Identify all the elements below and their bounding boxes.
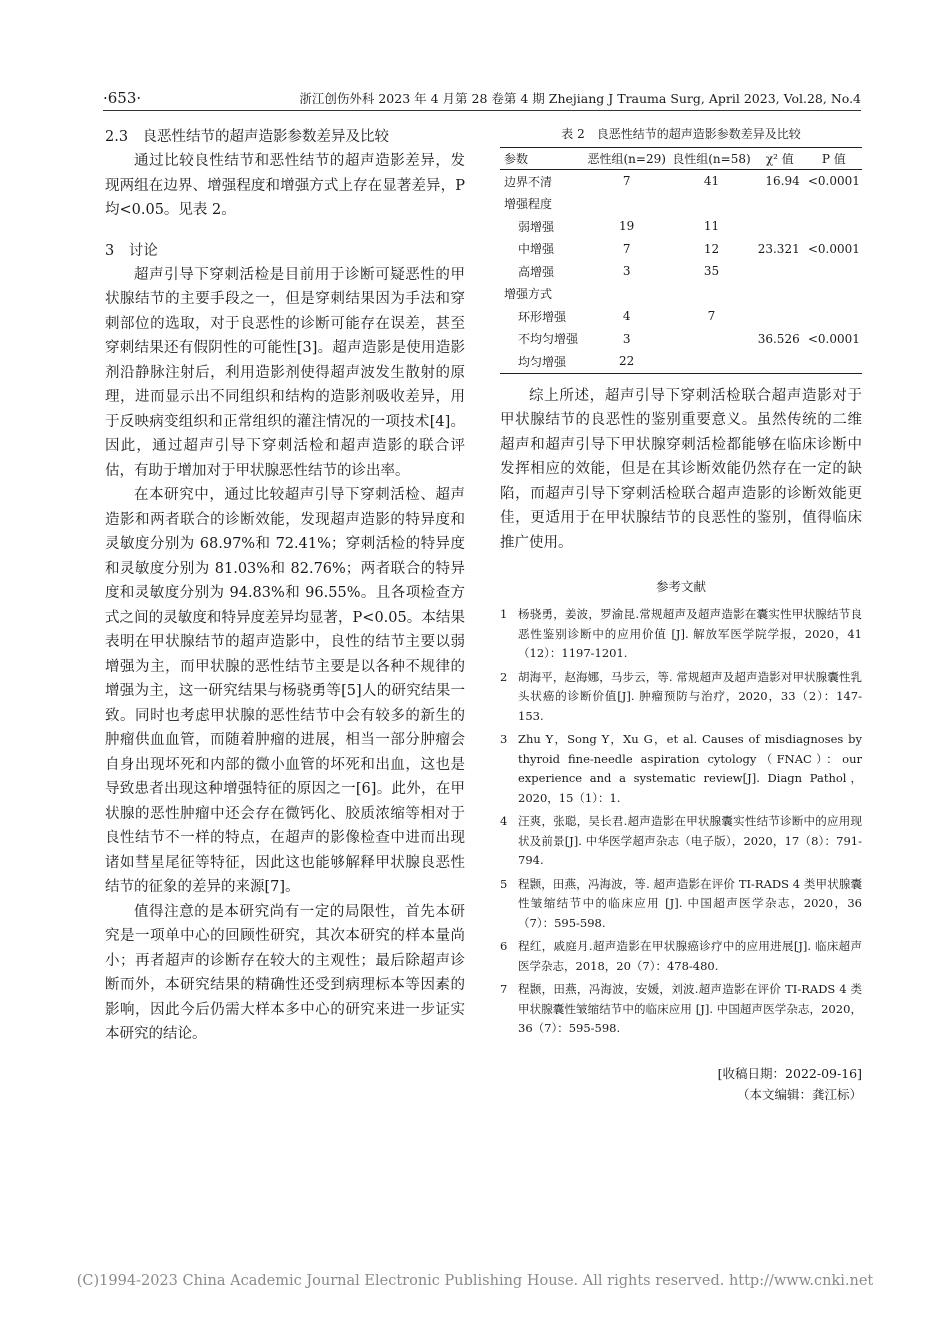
cell-malignant: 22	[584, 350, 669, 373]
cell-parameter: 边界不清	[504, 174, 553, 189]
right-column	[500, 125, 862, 1105]
table-2	[500, 147, 862, 374]
header-benign: 良性组(n=58)	[669, 148, 754, 170]
cell-chi-square	[754, 305, 806, 328]
cell-malignant: 3	[622, 264, 631, 279]
conclusion-paragraph: 综上所述，超声引导下穿刺活检联合超声造影对于甲状腺结节的良恶性的鉴别重要意义。虽然传统的二维超声和超声引导下甲状腺穿刺活检都能够在临床诊断中发挥相应的效能，但是在其诊断效能仍然存在一定的缺陷，而超声引导下穿刺活检联合超声造影的诊断效能更佳，更适用于在甲状腺结节的良恶性的鉴别，值得临床推广使用。	[500, 387, 862, 551]
editor-note: （本文编辑：龚江标）	[736, 1086, 862, 1102]
reference-item	[500, 980, 862, 1039]
reference-text: 程红，戚庭月.超声造影在甲状腺癌诊疗中的应用进展[J]. 临床超声医学杂志，2018，20（7）：478-480.	[518, 939, 862, 973]
header-parameter: 参数	[500, 148, 584, 170]
reference-item	[500, 605, 862, 664]
section-2-3-title: 2.3 良恶性结节的超声造影参数差异及比较	[105, 129, 390, 145]
discussion-paragraph-2: 在本研究中，通过比较超声引导下穿刺活检、超声造影和两者联合的诊断效能，发现超声造影的特异度和灵敏度分别为 68.97%和 72.41%；穿刺活检的特异度和灵敏度分别为 81.03%和 82.76%；两者联合的特异度和灵敏度分别为 94.83%和 96.55%。且各项检查方式之间的灵敏度和特异度差异均显著，P<0.05。本结果表明在甲状腺结节的超声造影中，良性的结节主要以弱增强为主，而甲状腺的恶性结节主要是以各种不规律的增强为主，这一研究结果与杨骁勇等[5]人的研究结果一致。同时也考虑甲状腺的恶性结节中会有较多的新生的肿瘤供血血管，而随着肿瘤的进展，相当一部分肿瘤会自身出现坏死和内部的微小血管的坏死和出血，这也是导致患者出现这种增强特征的原因之一[6]。此外，在甲状腺的恶性肿瘤中还会存在微钙化、胶质浓缩等相对于良性结节不一样的特点，在超声的影像检查中进而出现诸如彗星尾征等特征，因此这也能够解释甲状腺良恶性结节的征象的差异的来源[7]。	[105, 487, 465, 895]
header-chi-square: χ² 值	[754, 148, 806, 170]
reference-number: 1	[500, 607, 508, 621]
cell-p-value: <0.0001	[807, 331, 860, 346]
cell-malignant	[584, 193, 669, 216]
cell-chi-square	[754, 283, 806, 306]
cell-benign	[669, 283, 754, 306]
reference-text: 胡海平，赵海娜，马步云，等. 常规超声及超声造影对甲状腺囊性乳头状癌的诊断价值[J]. 肿瘤预防与治疗，2020，33（2）：147-153.	[518, 669, 862, 723]
cell-p-value: <0.0001	[807, 174, 860, 189]
cell-malignant: 7	[622, 241, 631, 256]
section-2-3-paragraph: 通过比较良性结节和恶性结节的超声造影差异，发现两组在边界、增强程度和增强方式上存在显著差异，P 均<0.05。见表 2。	[105, 153, 465, 218]
table-row	[500, 170, 862, 193]
discussion-paragraph-3: 值得注意的是本研究尚有一定的局限性，首先本研究是一项单中心的回顾性研究，其次本研究的样本量尚小；再者超声的诊断存在较大的主观性；最后除超声诊断而外，本研究结果的精确性还受到病理标本等因素的影响，因此今后仍需大样本多中心的研究来进一步证实本研究的结论。	[105, 903, 465, 1042]
cell-benign: 7	[707, 309, 716, 324]
cell-chi-square: 36.526	[757, 331, 800, 346]
cell-benign	[669, 193, 754, 216]
cell-parameter: 增强方式	[504, 287, 553, 302]
cell-malignant	[584, 283, 669, 306]
page-number: ·653·	[103, 89, 142, 107]
header-malignant: 恶性组(n=29)	[584, 148, 669, 170]
journal-info: 浙江创伤外科 2023 年 4 月第 28 卷第 4 期 Zhejiang J Trauma Surg, April 2023, Vol.28, No.4	[299, 91, 861, 106]
left-column	[105, 125, 465, 1047]
reference-item	[500, 937, 862, 976]
cell-parameter: 增强程度	[504, 197, 553, 212]
reference-number: 5	[500, 876, 508, 891]
cell-parameter: 不均匀增强	[518, 332, 579, 347]
cell-benign	[669, 350, 754, 373]
cell-chi-square	[754, 350, 806, 373]
cell-parameter: 环形增强	[518, 309, 567, 324]
table-row	[500, 215, 862, 238]
reference-number: 6	[500, 939, 508, 953]
table-header-row	[500, 148, 862, 170]
reference-list	[500, 605, 862, 1039]
reference-item	[500, 875, 862, 934]
reference-text: 程颢，田燕，冯海波，等. 超声造影在评价 TI-RADS 4 类甲状腺囊性皱缩结节中的临床应用 [J]. 中国超声医学杂志，2020，36（7）：595-598.	[518, 876, 862, 930]
cell-p-value	[806, 305, 862, 328]
cell-benign: 11	[703, 219, 720, 234]
cell-p-value: <0.0001	[807, 241, 860, 256]
table-row	[500, 350, 862, 373]
cell-p-value	[806, 260, 862, 283]
reference-number: 2	[500, 669, 508, 684]
reference-number: 7	[500, 982, 508, 996]
cell-malignant: 4	[622, 309, 631, 324]
reference-text: 杨骁勇，姜波，罗渝昆.常规超声及超声造影在囊实性甲状腺结节良恶性鉴别诊断中的应用价值 [J]. 解放军医学院学报，2020，41（12）：1197-1201.	[518, 607, 862, 660]
cell-chi-square: 23.321	[757, 241, 800, 256]
running-header	[103, 88, 861, 111]
cell-parameter: 均匀增强	[500, 350, 584, 373]
copyright-footer: (C)1994-2023 China Academic Journal Electronic Publishing House. All rights reserved. http://www.cnki.net	[76, 1273, 874, 1289]
cell-parameter: 高增强	[518, 264, 555, 279]
table-row	[500, 328, 862, 351]
cell-benign: 35	[703, 264, 720, 279]
section-3-title: 3 讨论	[105, 242, 158, 259]
header-p-value: P 值	[806, 148, 862, 170]
cell-chi-square: 16.94	[765, 174, 800, 189]
table-row	[500, 238, 862, 261]
reference-number: 3	[500, 732, 508, 746]
reference-item	[500, 668, 862, 727]
reference-text: Zhu Y，Song Y，Xu G，et al. Causes of misdiagnoses by thyroid fine-needle aspiration cytology（FNAC）：our experience and a systematic review[J]. Diagn Pathol，2020，15（1）：1.	[518, 732, 862, 805]
cell-benign: 41	[703, 174, 720, 189]
table-row	[500, 260, 862, 283]
cell-parameter: 中增强	[518, 242, 555, 257]
cell-chi-square	[754, 215, 806, 238]
table-2-caption: 表 2 良恶性结节的超声造影参数差异及比较	[561, 127, 801, 141]
table-row	[500, 283, 862, 306]
reference-item	[500, 812, 862, 871]
discussion-paragraph-1: 超声引导下穿刺活检是目前用于诊断可疑恶性的甲状腺结节的主要手段之一，但是穿刺结果因为手法和穿刺部位的选取，对于良恶性的诊断可能存在误差，甚至穿刺结果还有假阴性的可能性[3]。超声造影是使用造影剂沿静脉注射后，利用造影剂使得超声波发生散射的原理，进而显示出不同组织和结构的造影剂吸收差异，用于反映病变组织和正常组织的灌注情况的一项技术[4]。因此，通过超声引导下穿刺活检和超声造影的联合评估，有助于增加对于甲状腺恶性结节的诊出率。	[105, 266, 465, 479]
cell-malignant: 19	[619, 219, 635, 234]
received-date: [收稿日期：2022-09-16]	[717, 1065, 862, 1081]
cell-chi-square	[754, 260, 806, 283]
cell-malignant: 3	[622, 331, 631, 346]
cell-malignant: 7	[622, 174, 631, 189]
reference-item	[500, 730, 862, 808]
references-heading: 参考文献	[655, 579, 706, 594]
table-row	[500, 305, 862, 328]
cell-p-value	[806, 215, 862, 238]
cell-chi-square	[754, 193, 806, 216]
cell-benign: 12	[703, 241, 720, 256]
table-row	[500, 193, 862, 216]
cell-p-value	[806, 283, 862, 306]
cell-p-value	[806, 193, 862, 216]
reference-number: 4	[500, 814, 508, 828]
reference-text: 汪爽，张聪，吴长君.超声造影在甲状腺囊实性结节诊断中的应用现状及前景[J]. 中华医学超声杂志（电子版），2020，17（8）：791-794.	[518, 814, 862, 867]
reference-text: 程颢，田燕，冯海波，安媛，刘波.超声造影在评价 TI-RADS 4 类甲状腺囊性皱缩结节中的临床应用 [J]. 中国超声医学杂志，2020，36（7）：595-598.	[518, 982, 862, 1035]
cell-benign	[669, 328, 754, 351]
cell-parameter: 弱增强	[518, 219, 555, 234]
cell-p-value	[806, 350, 862, 373]
